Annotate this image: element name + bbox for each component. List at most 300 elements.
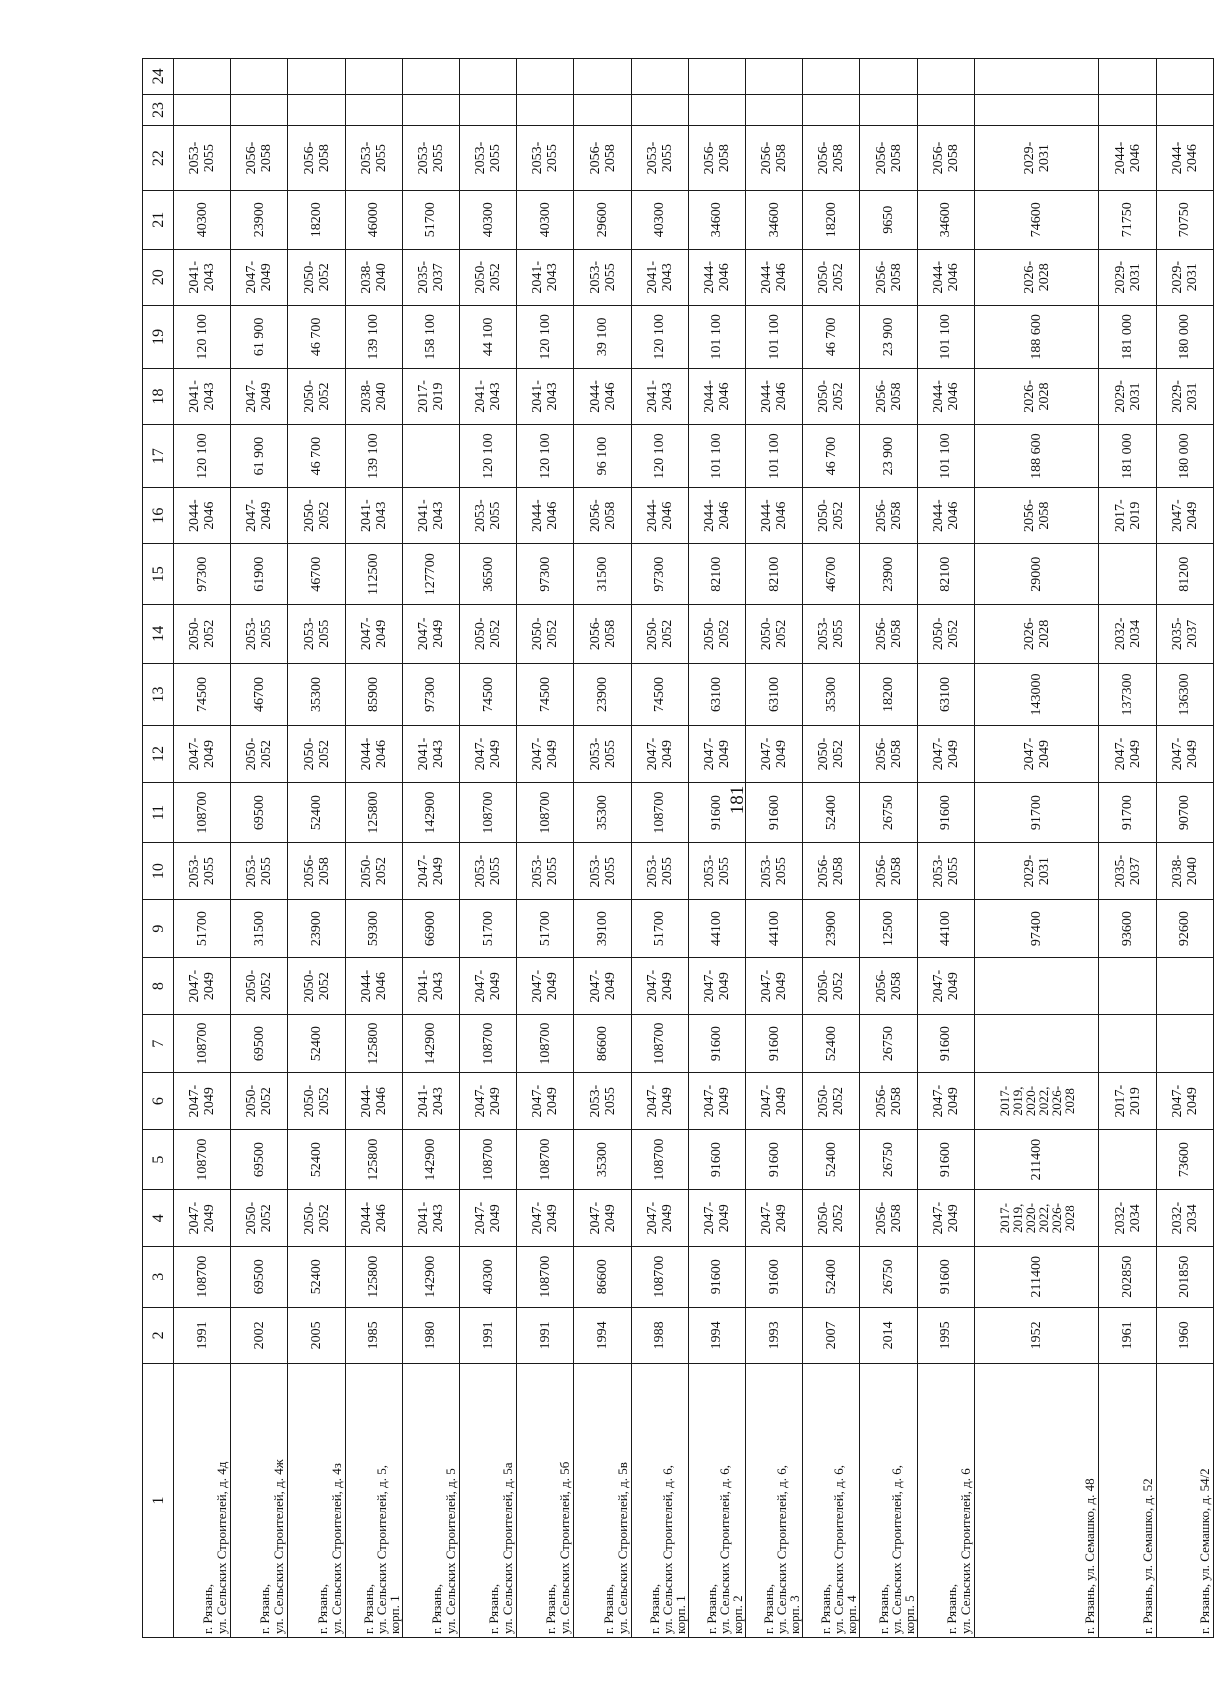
table-cell xyxy=(688,94,745,125)
table-cell: 2053- 2055 xyxy=(231,605,288,664)
table-cell: 2056- 2058 xyxy=(860,843,917,899)
table-cell: 46000 xyxy=(345,191,402,250)
header-row xyxy=(143,59,174,1638)
table-cell xyxy=(517,59,574,95)
table-cell: 52400 xyxy=(803,782,860,843)
table-cell xyxy=(860,94,917,125)
table-cell: 2035- 2037 xyxy=(1156,605,1213,664)
table-cell: 211400 xyxy=(974,1246,1099,1307)
table-cell: 2050- 2052 xyxy=(517,605,574,664)
table-cell: 2056- 2058 xyxy=(860,368,917,424)
page-number: 181 xyxy=(727,785,748,815)
table-cell: 108700 xyxy=(174,782,231,843)
table-cell: 66900 xyxy=(402,899,459,958)
table-cell: 2047- 2049 xyxy=(345,605,402,664)
table-cell: 2047- 2049 xyxy=(746,1190,803,1246)
table-cell: 46700 xyxy=(288,544,345,605)
table-cell: 2038- 2040 xyxy=(1156,843,1213,899)
column-header: 5 xyxy=(143,1129,174,1190)
table-cell: 26750 xyxy=(860,782,917,843)
table-cell: 91600 xyxy=(746,782,803,843)
table-cell: 69500 xyxy=(231,1014,288,1073)
table-cell: 2047- 2049 xyxy=(746,958,803,1014)
table-cell: 2047- 2049 xyxy=(231,368,288,424)
table-cell: 2002 xyxy=(231,1307,288,1363)
table-cell: 211400 xyxy=(974,1129,1099,1190)
table-cell: 52400 xyxy=(288,1014,345,1073)
table-cell: 2032- 2034 xyxy=(1156,1190,1213,1246)
table-cell: 2029- 2031 xyxy=(974,843,1099,899)
table-cell: 2056- 2058 xyxy=(860,249,917,305)
table-cell: 2047- 2049 xyxy=(688,726,745,782)
table-cell: 82100 xyxy=(688,544,745,605)
table-cell: 69500 xyxy=(231,1246,288,1307)
table-cell: 2044- 2046 xyxy=(1156,126,1213,191)
table-cell: 2041- 2043 xyxy=(345,487,402,543)
table-cell xyxy=(688,59,745,95)
address-cell: г. Рязань, ул. Сельских Строителей, д. 5а xyxy=(460,1364,517,1638)
table-cell: 2050- 2052 xyxy=(288,368,345,424)
table-row xyxy=(1156,59,1213,1638)
table-cell: 23900 xyxy=(288,899,345,958)
table-cell: 23 900 xyxy=(860,306,917,369)
table-cell: 44100 xyxy=(917,899,974,958)
table-row xyxy=(803,59,860,1638)
table-cell: 2044- 2046 xyxy=(917,368,974,424)
table-cell: 26750 xyxy=(860,1014,917,1073)
table-cell: 127700 xyxy=(402,544,459,605)
table-cell xyxy=(1099,94,1156,125)
column-header: 12 xyxy=(143,726,174,782)
table-cell: 108700 xyxy=(517,1129,574,1190)
table-cell: 97300 xyxy=(517,544,574,605)
table-cell: 2053- 2055 xyxy=(460,843,517,899)
table-cell: 2029- 2031 xyxy=(1156,368,1213,424)
table-cell: 158 100 xyxy=(402,306,459,369)
table-cell xyxy=(860,59,917,95)
table-cell xyxy=(746,94,803,125)
address-cell: г. Рязань, ул. Сельских Строителей, д. 6 xyxy=(917,1364,974,1638)
table-cell: 108700 xyxy=(631,782,688,843)
table-cell: 31500 xyxy=(231,899,288,958)
table-cell xyxy=(1156,958,1213,1014)
table-cell xyxy=(460,59,517,95)
table-cell: 2047- 2049 xyxy=(1156,726,1213,782)
table-row xyxy=(746,59,803,1638)
table-cell: 52400 xyxy=(803,1014,860,1073)
table-row xyxy=(574,59,631,1638)
table-cell: 2053- 2055 xyxy=(574,1073,631,1129)
table-cell: 2029- 2031 xyxy=(1099,249,1156,305)
table-cell: 2056- 2058 xyxy=(688,126,745,191)
table-cell xyxy=(974,94,1099,125)
table-cell: 2044- 2046 xyxy=(688,249,745,305)
table-cell: 120 100 xyxy=(174,306,231,369)
table-cell: 2044- 2046 xyxy=(1099,126,1156,191)
table-cell: 91600 xyxy=(917,782,974,843)
table-cell: 35300 xyxy=(574,782,631,843)
table-cell: 108700 xyxy=(517,782,574,843)
table-cell: 2044- 2046 xyxy=(688,487,745,543)
table-cell: 1994 xyxy=(574,1307,631,1363)
table-cell: 35300 xyxy=(803,663,860,726)
table-cell: 2050- 2052 xyxy=(174,605,231,664)
table-cell: 90700 xyxy=(1156,782,1213,843)
table-cell xyxy=(1156,94,1213,125)
table-cell xyxy=(402,425,459,488)
table-cell: 36500 xyxy=(460,544,517,605)
table-cell xyxy=(174,59,231,95)
table-cell: 2038- 2040 xyxy=(345,368,402,424)
table-cell: 23900 xyxy=(803,899,860,958)
table-body xyxy=(174,59,1214,1638)
table-cell: 2017- 2019, 2020- 2022, 2026- 2028 xyxy=(974,1190,1099,1246)
data-table xyxy=(142,58,1214,1638)
table-cell: 108700 xyxy=(631,1129,688,1190)
table-cell: 2053- 2055 xyxy=(460,487,517,543)
table-cell xyxy=(288,59,345,95)
table-cell: 2050- 2052 xyxy=(746,605,803,664)
table-cell: 97400 xyxy=(974,899,1099,958)
table-cell: 12500 xyxy=(860,899,917,958)
table-cell: 2053- 2055 xyxy=(460,126,517,191)
table-cell: 2041- 2043 xyxy=(174,368,231,424)
table-cell: 125800 xyxy=(345,782,402,843)
table-cell: 2053- 2055 xyxy=(688,843,745,899)
table-cell: 39 100 xyxy=(574,306,631,369)
table-cell: 2047- 2049 xyxy=(1156,487,1213,543)
table-cell: 2035- 2037 xyxy=(1099,843,1156,899)
table-cell: 125800 xyxy=(345,1014,402,1073)
table-cell: 69500 xyxy=(231,1129,288,1190)
table-row xyxy=(174,59,231,1638)
table-cell: 2050- 2052 xyxy=(803,1073,860,1129)
table-cell: 2050- 2052 xyxy=(231,958,288,1014)
table-cell: 2053- 2055 xyxy=(174,843,231,899)
table-cell: 142900 xyxy=(402,1129,459,1190)
table-cell: 91600 xyxy=(917,1246,974,1307)
table-cell: 85900 xyxy=(345,663,402,726)
table-row xyxy=(917,59,974,1638)
table-cell: 1991 xyxy=(460,1307,517,1363)
table-cell: 1980 xyxy=(402,1307,459,1363)
table-cell: 2050- 2052 xyxy=(803,368,860,424)
table-cell: 2017- 2019 xyxy=(1099,487,1156,543)
table-cell: 2053- 2055 xyxy=(345,126,402,191)
table-cell: 108700 xyxy=(517,1014,574,1073)
table-cell: 18200 xyxy=(803,191,860,250)
table-cell xyxy=(803,94,860,125)
table-cell: 2053- 2055 xyxy=(574,843,631,899)
column-header: 22 xyxy=(143,126,174,191)
table-row xyxy=(688,59,745,1638)
table-cell: 2053- 2055 xyxy=(517,843,574,899)
table-cell: 2053- 2055 xyxy=(631,843,688,899)
table-cell: 91600 xyxy=(746,1014,803,1073)
table-cell: 91600 xyxy=(688,782,745,843)
table-cell: 51700 xyxy=(402,191,459,250)
table-cell: 143000 xyxy=(974,663,1099,726)
table-cell xyxy=(1099,59,1156,95)
table-cell: 2014 xyxy=(860,1307,917,1363)
table-cell: 35300 xyxy=(288,663,345,726)
table-cell: 108700 xyxy=(631,1014,688,1073)
table-cell: 2032- 2034 xyxy=(1099,1190,1156,1246)
table-cell xyxy=(631,94,688,125)
table-cell xyxy=(574,94,631,125)
table-cell: 108700 xyxy=(174,1246,231,1307)
table-cell: 101 100 xyxy=(746,425,803,488)
table-cell: 2056- 2058 xyxy=(288,126,345,191)
table-cell xyxy=(1099,1014,1156,1073)
table-cell: 91600 xyxy=(917,1014,974,1073)
table-cell xyxy=(917,59,974,95)
table-cell: 2047- 2049 xyxy=(174,958,231,1014)
column-header: 8 xyxy=(143,958,174,1014)
column-header: 10 xyxy=(143,843,174,899)
table-cell: 2053- 2055 xyxy=(746,843,803,899)
table-cell: 2017- 2019 xyxy=(1099,1073,1156,1129)
table-cell: 52400 xyxy=(288,1129,345,1190)
address-cell: г. Рязань, ул. Сельских Строителей, д. 4з xyxy=(288,1364,345,1638)
table-cell: 2007 xyxy=(803,1307,860,1363)
table-cell: 2047- 2049 xyxy=(917,1073,974,1129)
table-cell xyxy=(345,94,402,125)
table-cell: 23900 xyxy=(574,663,631,726)
table-cell: 120 100 xyxy=(631,425,688,488)
table-cell: 2047- 2049 xyxy=(746,726,803,782)
table-cell: 1991 xyxy=(174,1307,231,1363)
table-cell: 63100 xyxy=(746,663,803,726)
table-cell: 1988 xyxy=(631,1307,688,1363)
table-cell: 93600 xyxy=(1099,899,1156,958)
table-cell: 2050- 2052 xyxy=(345,843,402,899)
table-cell: 2005 xyxy=(288,1307,345,1363)
table-cell: 2041- 2043 xyxy=(402,1073,459,1129)
address-cell: г. Рязань, ул. Сельских Строителей, д. 5в xyxy=(574,1364,631,1638)
address-cell: г. Рязань, ул. Сельских Строителей, д. 6, корп. 5 xyxy=(860,1364,917,1638)
table-cell: 108700 xyxy=(174,1014,231,1073)
table-row xyxy=(631,59,688,1638)
table-cell: 2053- 2055 xyxy=(174,126,231,191)
table-cell: 18200 xyxy=(288,191,345,250)
table-cell: 2047- 2049 xyxy=(688,1190,745,1246)
table-cell: 2047- 2049 xyxy=(517,726,574,782)
table-cell: 52400 xyxy=(288,782,345,843)
table-cell: 74500 xyxy=(460,663,517,726)
table-cell: 82100 xyxy=(746,544,803,605)
table-cell: 2044- 2046 xyxy=(174,487,231,543)
table-cell: 2056- 2058 xyxy=(574,126,631,191)
table-cell: 101 100 xyxy=(688,425,745,488)
table-cell: 2056- 2058 xyxy=(803,843,860,899)
table-cell: 82100 xyxy=(917,544,974,605)
table-cell: 1991 xyxy=(517,1307,574,1363)
table-cell: 91600 xyxy=(917,1129,974,1190)
table-cell xyxy=(1099,958,1156,1014)
table-cell: 2035- 2037 xyxy=(402,249,459,305)
table-cell: 46700 xyxy=(803,544,860,605)
table-cell: 2047- 2049 xyxy=(460,958,517,1014)
table-cell: 2047- 2049 xyxy=(631,958,688,1014)
table-cell: 2044- 2046 xyxy=(345,1073,402,1129)
table-cell: 51700 xyxy=(517,899,574,958)
table-cell: 2056- 2058 xyxy=(917,126,974,191)
table-cell: 51700 xyxy=(631,899,688,958)
table-cell: 2056- 2058 xyxy=(860,605,917,664)
table-cell: 2056- 2058 xyxy=(860,958,917,1014)
table-cell: 2053- 2055 xyxy=(917,843,974,899)
table-cell: 2047- 2049 xyxy=(1156,1073,1213,1129)
table-cell: 2053- 2055 xyxy=(517,126,574,191)
column-header: 18 xyxy=(143,368,174,424)
table-cell: 86600 xyxy=(574,1246,631,1307)
table-cell xyxy=(402,59,459,95)
table-cell: 2044- 2046 xyxy=(917,249,974,305)
table-cell: 2047- 2049 xyxy=(460,726,517,782)
table-cell: 52400 xyxy=(803,1246,860,1307)
table-cell: 2056- 2058 xyxy=(746,126,803,191)
table-cell: 91600 xyxy=(688,1246,745,1307)
table-cell: 9650 xyxy=(860,191,917,250)
table-cell: 139 100 xyxy=(345,306,402,369)
table-cell: 2029- 2031 xyxy=(974,126,1099,191)
table-cell xyxy=(974,59,1099,95)
table-cell: 23900 xyxy=(231,191,288,250)
table-cell: 2041- 2043 xyxy=(174,249,231,305)
table-cell: 1985 xyxy=(345,1307,402,1363)
table-cell: 69500 xyxy=(231,782,288,843)
table-cell: 2044- 2046 xyxy=(746,249,803,305)
table-cell: 101 100 xyxy=(917,306,974,369)
table-cell: 1994 xyxy=(688,1307,745,1363)
table-cell: 40300 xyxy=(174,191,231,250)
table-cell: 2047- 2049 xyxy=(631,726,688,782)
table-cell: 29000 xyxy=(974,544,1099,605)
table-row xyxy=(860,59,917,1638)
table-cell: 2041- 2043 xyxy=(460,368,517,424)
table-cell: 2044- 2046 xyxy=(917,487,974,543)
address-cell: г. Рязань, ул. Семашко, д. 54/2 xyxy=(1156,1364,1213,1638)
table-cell: 108700 xyxy=(460,782,517,843)
table-cell: 2053- 2055 xyxy=(231,843,288,899)
table-cell: 1995 xyxy=(917,1307,974,1363)
table-cell: 142900 xyxy=(402,782,459,843)
table-cell: 2032- 2034 xyxy=(1099,605,1156,664)
table-cell: 2047- 2049 xyxy=(688,1073,745,1129)
table-cell: 2050- 2052 xyxy=(288,958,345,1014)
column-header: 16 xyxy=(143,487,174,543)
table-cell: 34600 xyxy=(917,191,974,250)
table-cell: 2047- 2049 xyxy=(631,1073,688,1129)
table-cell: 2047- 2049 xyxy=(460,1073,517,1129)
table-cell: 201850 xyxy=(1156,1246,1213,1307)
table-cell xyxy=(231,59,288,95)
table-cell: 2050- 2052 xyxy=(803,1190,860,1246)
column-header: 13 xyxy=(143,663,174,726)
address-cell: г. Рязань, ул. Семашко, д. 48 xyxy=(974,1364,1099,1638)
table-cell: 142900 xyxy=(402,1014,459,1073)
table-cell: 2056- 2058 xyxy=(860,726,917,782)
table-cell: 74500 xyxy=(631,663,688,726)
table-cell: 137300 xyxy=(1099,663,1156,726)
table-cell: 2017- 2019, 2020- 2022, 2026- 2028 xyxy=(974,1073,1099,1129)
column-header: 19 xyxy=(143,306,174,369)
table-cell: 2047- 2049 xyxy=(974,726,1099,782)
column-header: 23 xyxy=(143,94,174,125)
table-cell: 2050- 2052 xyxy=(803,958,860,1014)
table-cell: 2047- 2049 xyxy=(746,1073,803,1129)
table-cell: 2050- 2052 xyxy=(288,249,345,305)
table-row xyxy=(345,59,402,1638)
table-cell: 2041- 2043 xyxy=(517,249,574,305)
table-cell: 1960 xyxy=(1156,1307,1213,1363)
table-cell: 2047- 2049 xyxy=(517,1190,574,1246)
column-header: 20 xyxy=(143,249,174,305)
table-cell: 46700 xyxy=(231,663,288,726)
address-cell: г. Рязань, ул. Семашко, д. 52 xyxy=(1099,1364,1156,1638)
table-cell: 51700 xyxy=(174,899,231,958)
table-cell: 1993 xyxy=(746,1307,803,1363)
address-cell: г. Рязань, ул. Сельских Строителей, д. 6, корп. 4 xyxy=(803,1364,860,1638)
column-header: 2 xyxy=(143,1307,174,1363)
table-cell: 2047- 2049 xyxy=(517,1073,574,1129)
table-cell: 2050- 2052 xyxy=(917,605,974,664)
table-cell: 91700 xyxy=(1099,782,1156,843)
table-cell: 181 000 xyxy=(1099,425,1156,488)
table-cell: 92600 xyxy=(1156,899,1213,958)
address-cell: г. Рязань, ул. Сельских Строителей, д. 4ж xyxy=(231,1364,288,1638)
table-cell: 2050- 2052 xyxy=(231,1190,288,1246)
address-cell: г. Рязань, ул. Сельских Строителей, д. 6, корп. 1 xyxy=(631,1364,688,1638)
table-cell: 97300 xyxy=(174,544,231,605)
table-cell xyxy=(288,94,345,125)
table-cell: 97300 xyxy=(631,544,688,605)
table-cell xyxy=(574,59,631,95)
table-container xyxy=(142,58,1214,1638)
table-cell: 2047- 2049 xyxy=(917,1190,974,1246)
table-cell xyxy=(917,94,974,125)
table-cell: 61 900 xyxy=(231,306,288,369)
table-cell: 2050- 2052 xyxy=(288,726,345,782)
table-cell: 71750 xyxy=(1099,191,1156,250)
table-cell: 2056- 2058 xyxy=(974,487,1099,543)
address-cell: г. Рязань, ул. Сельских Строителей, д. 5, корп. 1 xyxy=(345,1364,402,1638)
column-header: 7 xyxy=(143,1014,174,1073)
address-cell: г. Рязань, ул. Сельских Строителей, д. 6, корп. 3 xyxy=(746,1364,803,1638)
table-cell: 2050- 2052 xyxy=(803,487,860,543)
table-cell: 2026- 2028 xyxy=(974,605,1099,664)
table-cell xyxy=(803,59,860,95)
table-cell: 2041- 2043 xyxy=(402,487,459,543)
table-cell: 2044- 2046 xyxy=(574,368,631,424)
table-cell xyxy=(1099,1129,1156,1190)
table-cell: 63100 xyxy=(917,663,974,726)
table-cell: 91600 xyxy=(688,1014,745,1073)
table-cell: 40300 xyxy=(517,191,574,250)
table-cell: 18200 xyxy=(860,663,917,726)
table-cell: 59300 xyxy=(345,899,402,958)
table-cell xyxy=(1156,1014,1213,1073)
table-cell: 125800 xyxy=(345,1129,402,1190)
table-row xyxy=(231,59,288,1638)
table-cell: 52400 xyxy=(288,1246,345,1307)
table-cell: 2044- 2046 xyxy=(688,368,745,424)
table-cell: 2047- 2049 xyxy=(402,843,459,899)
table-cell: 2041- 2043 xyxy=(402,958,459,1014)
table-cell: 2050- 2052 xyxy=(631,605,688,664)
table-cell: 96 100 xyxy=(574,425,631,488)
